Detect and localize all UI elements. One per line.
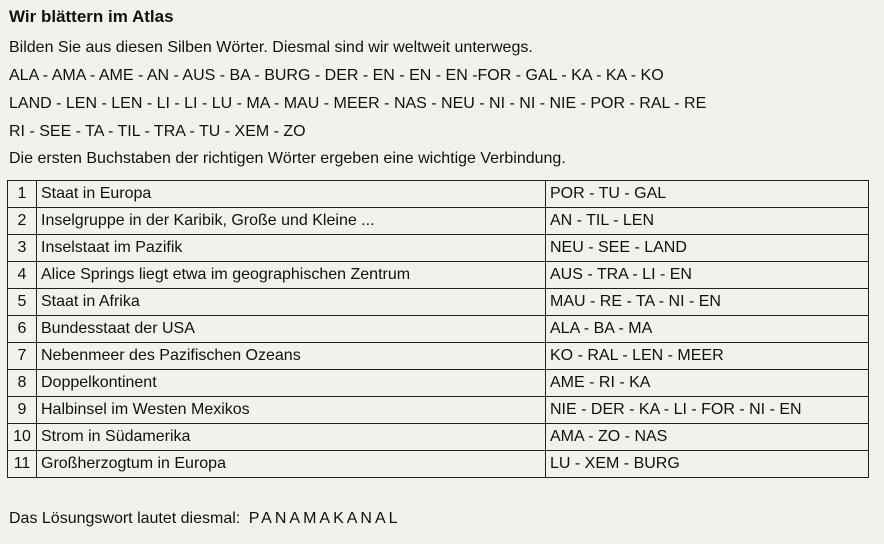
row-clue: Nebenmeer des Pazifischen Ozeans	[37, 343, 546, 370]
hint-text: Die ersten Buchstaben der richtigen Wörter ergeben eine wichtige Verbindung.	[9, 150, 566, 167]
syllable-line-3: RI - SEE - TA - TIL - TRA - TU - XEM - ZO	[9, 123, 306, 140]
row-answer: AME - RI - KA	[546, 370, 869, 397]
row-number: 8	[8, 370, 37, 397]
table-row	[8, 397, 869, 424]
row-number: 5	[8, 289, 37, 316]
row-answer: NEU - SEE - LAND	[546, 235, 869, 262]
table-row	[8, 262, 869, 289]
table-row	[8, 289, 869, 316]
row-answer: LU - XEM - BURG	[546, 451, 869, 478]
row-number: 10	[8, 424, 37, 451]
table-row	[8, 424, 869, 451]
row-answer: ALA - BA - MA	[546, 316, 869, 343]
row-clue: Bundesstaat der USA	[37, 316, 546, 343]
row-number: 6	[8, 316, 37, 343]
row-answer: KO - RAL - LEN - MEER	[546, 343, 869, 370]
atlas-table	[7, 180, 869, 478]
solution-line	[9, 506, 401, 532]
row-number: 7	[8, 343, 37, 370]
row-answer: AN - TIL - LEN	[546, 208, 869, 235]
table-row	[8, 208, 869, 235]
row-answer: POR - TU - GAL	[546, 181, 869, 208]
syllable-line-1: ALA - AMA - AME - AN - AUS - BA - BURG - DER - EN - EN - EN -FOR - GAL - KA - KA - KO	[9, 67, 664, 84]
row-clue: Halbinsel im Westen Mexikos	[37, 397, 546, 424]
solution-word: PANAMAKANAL	[248, 510, 401, 527]
row-number: 2	[8, 208, 37, 235]
row-number: 3	[8, 235, 37, 262]
row-clue: Doppelkontinent	[37, 370, 546, 397]
table-row	[8, 451, 869, 478]
worksheet	[9, 6, 875, 172]
row-clue: Inselgruppe in der Karibik, Große und Kleine ...	[37, 208, 546, 235]
row-answer: MAU - RE - TA - NI - EN	[546, 289, 869, 316]
instruction-text: Bilden Sie aus diesen Silben Wörter. Diesmal sind wir weltweit unterwegs.	[9, 39, 533, 56]
row-number: 11	[8, 451, 37, 478]
solution-label: Das Lösungswort lautet diesmal:	[9, 510, 241, 527]
row-answer: AUS - TRA - LI - EN	[546, 262, 869, 289]
table-row	[8, 343, 869, 370]
row-clue: Strom in Südamerika	[37, 424, 546, 451]
table-row	[8, 235, 869, 262]
table-row	[8, 316, 869, 343]
row-clue: Alice Springs liegt etwa im geographischen Zentrum	[37, 262, 546, 289]
row-answer: NIE - DER - KA - LI - FOR - NI - EN	[546, 397, 869, 424]
table-row	[8, 181, 869, 208]
row-number: 9	[8, 397, 37, 424]
syllable-line-2: LAND - LEN - LEN - LI - LI - LU - MA - MAU - MEER - NAS - NEU - NI - NI - NIE - POR - RAL - RE	[9, 95, 707, 112]
row-number: 4	[8, 262, 37, 289]
page-title: Wir blättern im Atlas	[9, 7, 174, 26]
row-clue: Inselstaat im Pazifik	[37, 235, 546, 262]
row-clue: Staat in Afrika	[37, 289, 546, 316]
table-row	[8, 370, 869, 397]
row-number: 1	[8, 181, 37, 208]
row-clue: Großherzogtum in Europa	[37, 451, 546, 478]
row-clue: Staat in Europa	[37, 181, 546, 208]
row-answer: AMA - ZO - NAS	[546, 424, 869, 451]
